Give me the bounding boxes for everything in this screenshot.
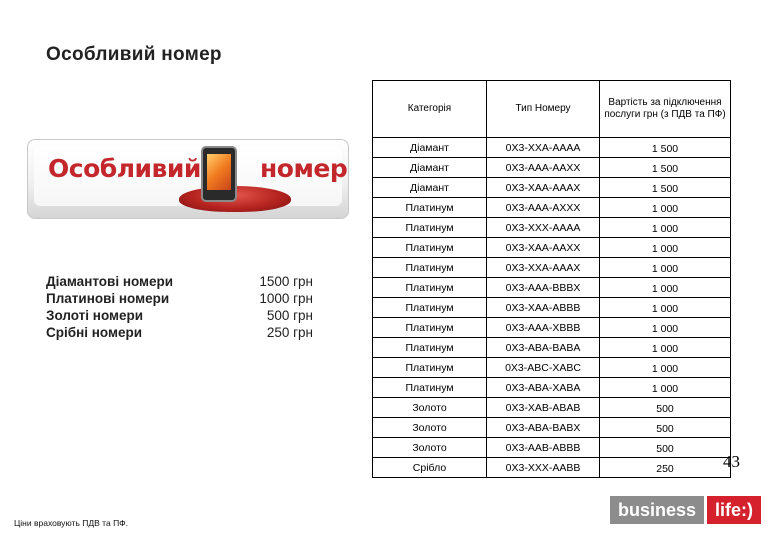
table-row bbox=[373, 238, 731, 258]
cell-number-type: 0X3-AAA-AAXX bbox=[487, 158, 600, 178]
cell-category: Діамант bbox=[373, 138, 487, 158]
price-row bbox=[46, 274, 313, 291]
cell-number-type: 0X3-XAA-AAXX bbox=[487, 238, 600, 258]
cell-price: 500 bbox=[600, 438, 731, 458]
cell-number-type: 0X3-XXX-AAAA bbox=[487, 218, 600, 238]
cell-category: Діамант bbox=[373, 158, 487, 178]
price-value: 500 грн bbox=[266, 308, 313, 323]
cell-category: Платинум bbox=[373, 258, 487, 278]
price-row bbox=[46, 325, 313, 342]
price-list bbox=[46, 274, 313, 342]
cell-price: 1 500 bbox=[600, 138, 731, 158]
cell-number-type: 0X3-ABA-BABA bbox=[487, 338, 600, 358]
cell-category: Золото bbox=[373, 418, 487, 438]
price-category: Платинові номери bbox=[46, 291, 170, 306]
cell-price: 1 500 bbox=[600, 178, 731, 198]
price-row bbox=[46, 291, 313, 308]
cell-number-type: 0X3-XXA-AAAA bbox=[487, 138, 600, 158]
cell-price: 1 000 bbox=[600, 338, 731, 358]
table-row bbox=[373, 258, 731, 278]
cell-category: Платинум bbox=[373, 218, 487, 238]
table-row bbox=[373, 378, 731, 398]
cell-price: 1 000 bbox=[600, 358, 731, 378]
cell-price: 1 000 bbox=[600, 198, 731, 218]
cell-number-type: 0X3-XAA-AAAX bbox=[487, 178, 600, 198]
logo-part-business: business bbox=[610, 496, 704, 524]
table-row bbox=[373, 158, 731, 178]
cell-price: 250 bbox=[600, 458, 731, 478]
cell-price: 1 000 bbox=[600, 258, 731, 278]
number-types-table bbox=[372, 80, 731, 478]
header-number-type: Тип Номеру bbox=[487, 81, 600, 138]
price-category: Срібні номери bbox=[46, 325, 143, 340]
table-row bbox=[373, 458, 731, 478]
banner-word-left: Особливий bbox=[48, 154, 201, 183]
cell-price: 1 000 bbox=[600, 298, 731, 318]
table-row bbox=[373, 438, 731, 458]
cell-category: Платинум bbox=[373, 358, 487, 378]
cell-category: Платинум bbox=[373, 318, 487, 338]
cell-category: Платинум bbox=[373, 298, 487, 318]
cell-number-type: 0X3-AAA-AXXX bbox=[487, 198, 600, 218]
cell-number-type: 0X3-AAB-ABBB bbox=[487, 438, 600, 458]
table-row bbox=[373, 338, 731, 358]
cell-category: Платинум bbox=[373, 198, 487, 218]
banner-word-right: номер bbox=[260, 154, 348, 183]
cell-price: 1 500 bbox=[600, 158, 731, 178]
promo-banner bbox=[27, 139, 349, 219]
header-category: Категорія bbox=[373, 81, 487, 138]
price-row bbox=[46, 308, 313, 325]
cell-number-type: 0X3-XAA-ABBB bbox=[487, 298, 600, 318]
price-value: 1500 грн bbox=[259, 274, 313, 289]
cell-price: 1 000 bbox=[600, 378, 731, 398]
cell-category: Золото bbox=[373, 398, 487, 418]
cell-number-type: 0X3-XAB-ABAB bbox=[487, 398, 600, 418]
cell-category: Платинум bbox=[373, 338, 487, 358]
table-row bbox=[373, 198, 731, 218]
table-row bbox=[373, 218, 731, 238]
table-row bbox=[373, 398, 731, 418]
cell-category: Золото bbox=[373, 438, 487, 458]
table-row bbox=[373, 278, 731, 298]
cell-category: Срібло bbox=[373, 458, 487, 478]
cell-number-type: 0X3-AAA-XBBB bbox=[487, 318, 600, 338]
price-category: Золоті номери bbox=[46, 308, 144, 323]
price-category: Діамантові номери bbox=[46, 274, 174, 289]
cell-category: Платинум bbox=[373, 278, 487, 298]
table-header-row bbox=[373, 81, 731, 138]
table-row bbox=[373, 178, 731, 198]
cell-number-type: 0X3-AAA-BBBX bbox=[487, 278, 600, 298]
table-row bbox=[373, 318, 731, 338]
header-price: Вартість за підключення послуги грн (з ПДВ та ПФ) bbox=[600, 81, 731, 138]
table-row bbox=[373, 298, 731, 318]
phone-icon bbox=[201, 146, 237, 202]
table-row bbox=[373, 138, 731, 158]
page-title: Особливий номер bbox=[46, 44, 222, 65]
cell-category: Платинум bbox=[373, 238, 487, 258]
cell-number-type: 0X3-XXA-AAAX bbox=[487, 258, 600, 278]
cell-category: Платинум bbox=[373, 378, 487, 398]
table-body bbox=[373, 138, 731, 478]
cell-number-type: 0X3-ABA-BABX bbox=[487, 418, 600, 438]
price-value: 250 грн bbox=[266, 325, 313, 340]
cell-price: 1 000 bbox=[600, 238, 731, 258]
table-row bbox=[373, 358, 731, 378]
price-value: 1000 грн bbox=[259, 291, 313, 306]
cell-price: 1 000 bbox=[600, 278, 731, 298]
table-row bbox=[373, 418, 731, 438]
cell-price: 500 bbox=[600, 398, 731, 418]
cell-number-type: 0X3-ABC-XABC bbox=[487, 358, 600, 378]
business-life-logo bbox=[610, 496, 761, 524]
footnote: Ціни враховують ПДВ та ПФ. bbox=[14, 518, 128, 528]
logo-part-life: life:) bbox=[707, 496, 761, 524]
cell-number-type: 0X3-ABA-XABA bbox=[487, 378, 600, 398]
page-number: 43 bbox=[723, 452, 740, 471]
cell-price: 1 000 bbox=[600, 318, 731, 338]
cell-price: 1 000 bbox=[600, 218, 731, 238]
cell-price: 500 bbox=[600, 418, 731, 438]
cell-number-type: 0X3-XXX-AABB bbox=[487, 458, 600, 478]
cell-category: Діамант bbox=[373, 178, 487, 198]
